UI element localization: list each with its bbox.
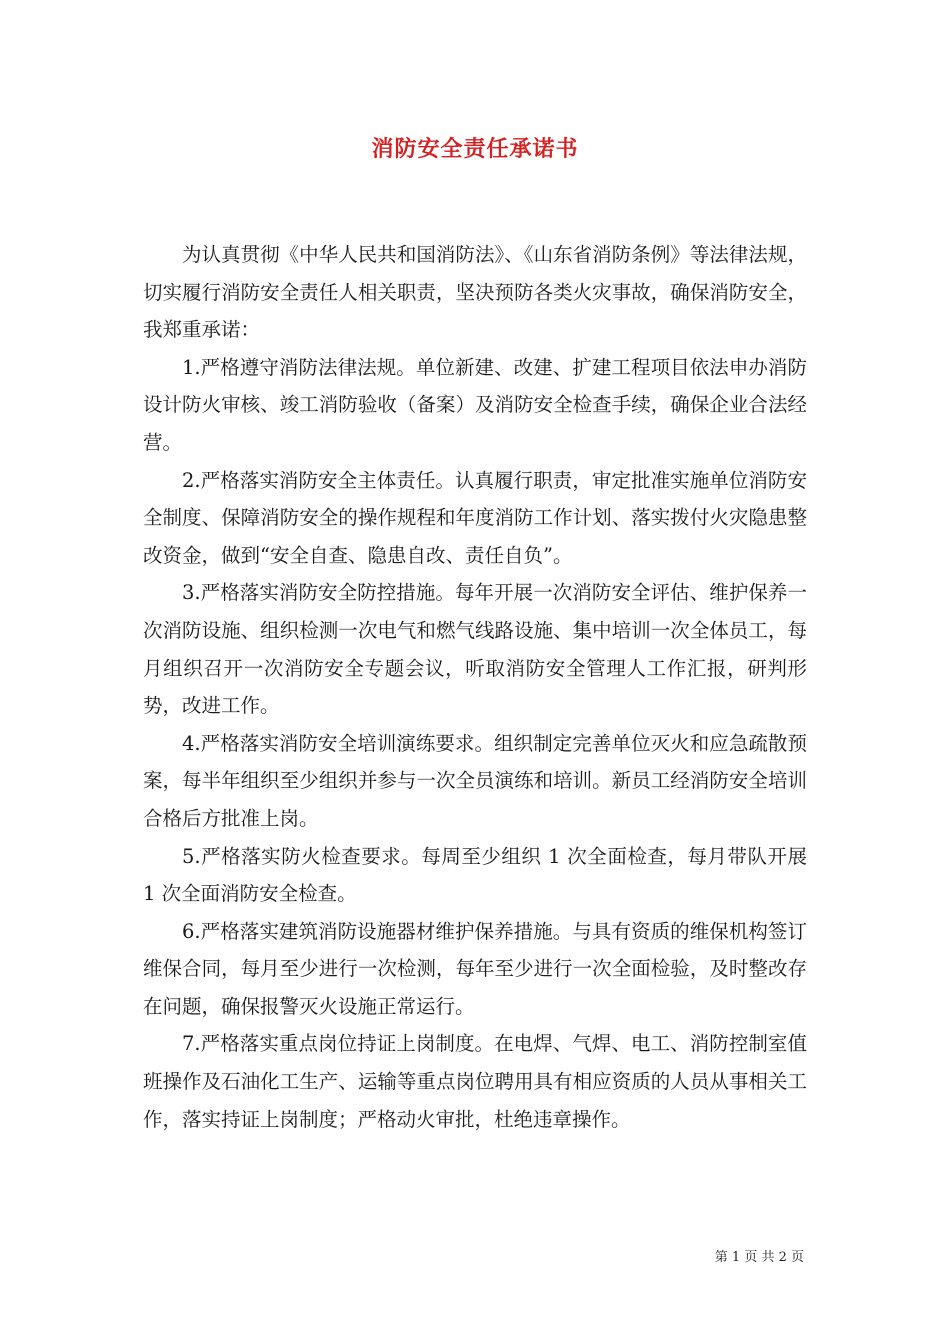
- paragraph-item-4: 4.严格落实消防安全培训演练要求。组织制定完善单位灭火和应急疏散预案，每半年组织至少组织并参与一次全员演练和培训。新员工经消防安全培训合格后方批准上岗。: [143, 731, 807, 830]
- document-body: [143, 236, 807, 1138]
- paragraph-item-3: 3.严格落实消防安全防控措施。每年开展一次消防安全评估、维护保养一次消防设施、组织检测一次电气和燃气线路设施、集中培训一次全体员工，每月组织召开一次消防安全专题会议，听取消防安全管理人工作汇报，研判形势，改进工作。: [143, 581, 807, 718]
- page-number-text: 第 1 页 共 2 页: [714, 1250, 804, 1265]
- paragraph-item-7: 7.严格落实重点岗位持证上岗制度。在电焊、气焊、电工、消防控制室值班操作及石油化工生产、运输等重点岗位聘用具有相应资质的人员从事相关工作，落实持证上岗制度；严格动火审批，杜绝违章操作。: [143, 1032, 807, 1131]
- paragraph-item-6: 6.严格落实建筑消防设施器材维护保养措施。与具有资质的维保机构签订维保合同，每月至少进行一次检测，每年至少进行一次全面检验，及时整改存在问题，确保报警灭火设施正常运行。: [143, 919, 807, 1018]
- paragraph-intro: 为认真贯彻《中华人民共和国消防法》、《山东省消防条例》等法律法规，切实履行消防安全责任人相关职责，坚决预防各类火灾事故，确保消防安全，我郑重承诺：: [143, 243, 807, 342]
- document-title: 消防安全责任承诺书: [371, 136, 579, 162]
- page-number-footer: [715, 1246, 804, 1265]
- paragraph-item-2: 2.严格落实消防安全主体责任。认真履行职责，审定批准实施单位消防安全制度、保障消防安全的操作规程和年度消防工作计划、落实拨付火灾隐患整改资金，做到“安全自查、隐患自改、责任自负”。: [143, 468, 807, 567]
- paragraph-item-1: 1.严格遵守消防法律法规。单位新建、改建、扩建工程项目依法申办消防设计防火审核、竣工消防验收（备案）及消防安全检查手续，确保企业合法经营。: [143, 355, 807, 454]
- paragraph-item-5: 5.严格落实防火检查要求。每周至少组织 1 次全面检查，每月带队开展 1 次全面消防安全检查。: [143, 844, 807, 906]
